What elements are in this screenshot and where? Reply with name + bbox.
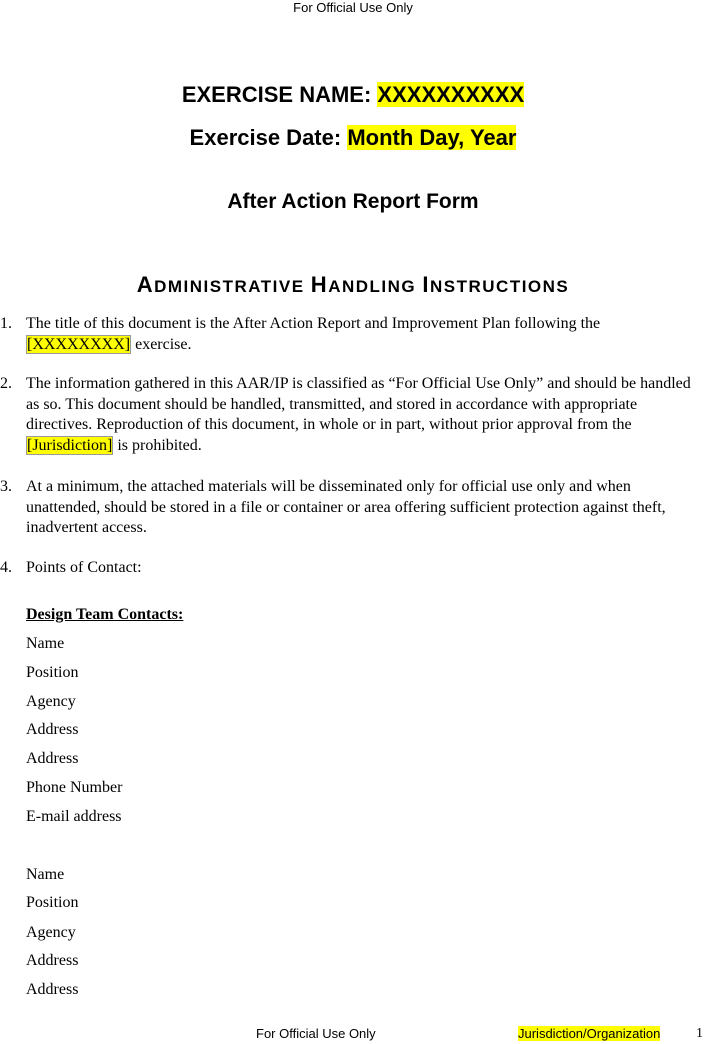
instruction-item-4	[0, 558, 700, 579]
item-placeholder: [Jurisdiction]	[27, 436, 113, 454]
item-number: 1.	[0, 315, 12, 332]
exercise-name-label: EXERCISE NAME:	[181, 82, 378, 107]
page-number: 1	[696, 1026, 703, 1041]
section-title-part: INSTRUCTIONS	[422, 272, 570, 297]
section-title-part: HANDLING	[310, 272, 423, 297]
item-text: The information gathered in this AAR/IP is classified as “For Official Use Only” and should be handled as so. This document should be handled, transmitted, and stored in accordance with appropriate directives. Reproduction of this document, in whole or in part, without prior approval from the [Jurisdiction] is prohibited.	[26, 375, 691, 454]
contact-field: Position	[26, 894, 79, 911]
exercise-name-line	[0, 82, 706, 108]
contact-field: E-mail address	[26, 808, 122, 825]
page-header: For Official Use Only	[293, 0, 413, 15]
exercise-date-value: Month Day, Year	[347, 125, 517, 150]
instruction-item-1	[0, 314, 700, 355]
exercise-date-label: Exercise Date:	[189, 125, 348, 150]
contact-field: Phone Number	[26, 779, 123, 796]
item-number: 2.	[0, 375, 12, 392]
exercise-name-value: XXXXXXXXXX	[377, 82, 525, 107]
instruction-item-3	[0, 477, 700, 539]
item-number: 3.	[0, 478, 12, 495]
footer-organization: Jurisdiction/Organization	[518, 1026, 661, 1041]
contact-field: Agency	[26, 693, 76, 710]
contact-field: Name	[26, 866, 65, 883]
contact-field: Address	[26, 750, 79, 767]
item-number: 4.	[0, 559, 12, 576]
form-title: After Action Report Form	[227, 190, 479, 213]
item-text: At a minimum, the attached materials will be disseminated only for official use only and when unattended, should be stored in a file or container or area offering sufficient protection against theft, inadvertent access.	[26, 478, 666, 536]
exercise-date-line	[0, 125, 706, 151]
item-placeholder: [XXXXXXXX]	[27, 335, 131, 353]
contact-field: Address	[26, 721, 79, 738]
contact-field: Name	[26, 635, 65, 652]
contact-field: Agency	[26, 924, 76, 941]
footer-classification: For Official Use Only	[256, 1026, 376, 1041]
section-title-part: ADMINISTRATIVE	[136, 272, 311, 297]
section-title	[0, 272, 706, 298]
contacts-heading: Design Team Contacts:	[26, 606, 184, 623]
item-text: Points of Contact:	[26, 559, 142, 576]
contact-field: Position	[26, 664, 79, 681]
instruction-item-2	[0, 374, 700, 456]
contact-field: Address	[26, 952, 79, 969]
item-text: The title of this document is the After Action Report and Improvement Plan following the [XXXXXXXX] exercise.	[26, 315, 601, 353]
contact-field: Address	[26, 981, 79, 998]
